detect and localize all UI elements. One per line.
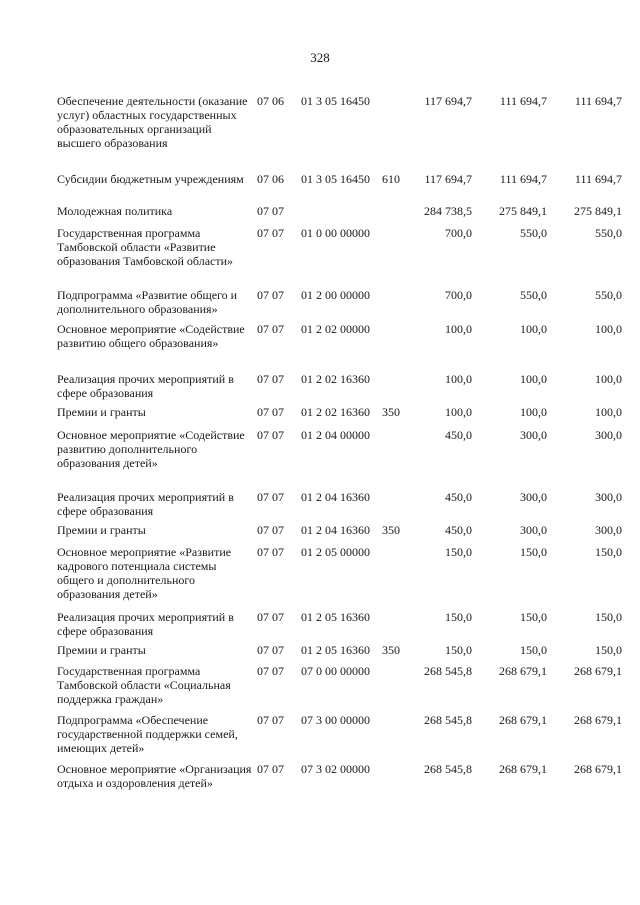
row-value-3: 111 694,7	[574, 172, 622, 186]
row-name: Подпрограмма «Развитие общего и дополнительного образования»	[57, 288, 238, 316]
row-value-2: 100,0	[520, 322, 547, 336]
row-value-3: 550,0	[595, 226, 622, 240]
row-expense-type: 350	[382, 405, 400, 419]
row-value-3: 300,0	[595, 523, 622, 537]
row-target-article: 01 2 00 00000	[301, 288, 370, 302]
row-name: Государственная программа Тамбовской области «Социальная поддержка граждан»	[57, 664, 231, 706]
row-value-3: 268 679,1	[574, 664, 622, 678]
row-name: Премии и гранты	[57, 405, 146, 419]
row-value-2: 275 849,1	[499, 204, 547, 218]
row-target-article: 07 3 02 00000	[301, 762, 370, 776]
row-value-2: 268 679,1	[499, 664, 547, 678]
row-section: 07 06	[257, 94, 284, 108]
row-section: 07 07	[257, 713, 284, 727]
row-section: 07 07	[257, 762, 284, 776]
row-value-1: 100,0	[445, 405, 472, 419]
row-section: 07 07	[257, 490, 284, 504]
row-value-3: 111 694,7	[574, 94, 622, 108]
row-value-3: 150,0	[595, 610, 622, 624]
row-name: Реализация прочих мероприятий в сфере образования	[57, 490, 234, 518]
row-name: Основное мероприятие «Развитие кадрового потенциала системы общего и дополнительного образования детей»	[57, 545, 232, 601]
row-section: 07 07	[257, 610, 284, 624]
row-name: Основное мероприятие «Организация отдыха и оздоровления детей»	[57, 762, 252, 790]
row-value-3: 300,0	[595, 490, 622, 504]
row-expense-type: 610	[382, 172, 400, 186]
row-target-article: 01 2 04 00000	[301, 428, 370, 442]
row-value-3: 268 679,1	[574, 713, 622, 727]
row-section: 07 07	[257, 664, 284, 678]
row-value-2: 100,0	[520, 372, 547, 386]
row-value-1: 100,0	[445, 322, 472, 336]
row-name: Реализация прочих мероприятий в сфере образования	[57, 610, 234, 638]
row-value-1: 450,0	[445, 428, 472, 442]
row-target-article: 01 3 05 16450	[301, 172, 370, 186]
row-name: Молодежная политика	[57, 204, 173, 218]
row-target-article: 01 2 05 16360	[301, 610, 370, 624]
row-value-3: 550,0	[595, 288, 622, 302]
row-value-2: 100,0	[520, 405, 547, 419]
row-target-article: 01 2 02 16360	[301, 405, 370, 419]
row-value-1: 268 545,8	[424, 664, 472, 678]
row-name: Основное мероприятие «Содействие развитию дополнительного образования детей»	[57, 428, 245, 470]
row-value-2: 268 679,1	[499, 713, 547, 727]
row-name: Обеспечение деятельности (оказание услуг) областных государственных образовательных организаций высшего образования	[57, 94, 248, 150]
row-target-article: 01 2 04 16360	[301, 523, 370, 537]
row-value-1: 700,0	[445, 226, 472, 240]
row-section: 07 07	[257, 372, 284, 386]
row-section: 07 07	[257, 405, 284, 419]
row-expense-type: 350	[382, 643, 400, 657]
row-value-1: 150,0	[445, 643, 472, 657]
row-value-2: 300,0	[520, 523, 547, 537]
row-value-1: 117 694,7	[424, 172, 472, 186]
row-name: Субсидии бюджетным учреждениям	[57, 172, 244, 186]
row-section: 07 06	[257, 172, 284, 186]
row-value-1: 117 694,7	[424, 94, 472, 108]
row-value-1: 450,0	[445, 523, 472, 537]
row-target-article: 07 3 00 00000	[301, 713, 370, 727]
page-number: 328	[310, 50, 330, 65]
row-value-2: 150,0	[520, 545, 547, 559]
row-value-2: 300,0	[520, 490, 547, 504]
row-section: 07 07	[257, 545, 284, 559]
row-target-article: 01 2 02 16360	[301, 372, 370, 386]
row-name: Основное мероприятие «Содействие развитию общего образования»	[57, 322, 245, 350]
row-expense-type: 350	[382, 523, 400, 537]
row-target-article: 01 3 05 16450	[301, 94, 370, 108]
row-section: 07 07	[257, 523, 284, 537]
row-value-3: 100,0	[595, 372, 622, 386]
row-value-2: 111 694,7	[499, 94, 547, 108]
row-section: 07 07	[257, 204, 284, 218]
row-name: Реализация прочих мероприятий в сфере образования	[57, 372, 234, 400]
row-name: Премии и гранты	[57, 523, 146, 537]
row-value-1: 450,0	[445, 490, 472, 504]
row-value-3: 300,0	[595, 428, 622, 442]
row-value-1: 284 738,5	[424, 204, 472, 218]
row-target-article: 01 2 05 00000	[301, 545, 370, 559]
row-target-article: 07 0 00 00000	[301, 664, 370, 678]
row-value-1: 150,0	[445, 610, 472, 624]
row-value-1: 700,0	[445, 288, 472, 302]
row-value-2: 111 694,7	[499, 172, 547, 186]
row-name: Государственная программа Тамбовской области «Развитие образования Тамбовской области»	[57, 226, 234, 268]
row-target-article: 01 0 00 00000	[301, 226, 370, 240]
row-value-3: 268 679,1	[574, 762, 622, 776]
row-value-2: 150,0	[520, 643, 547, 657]
row-value-1: 100,0	[445, 372, 472, 386]
row-target-article: 01 2 04 16360	[301, 490, 370, 504]
row-value-3: 150,0	[595, 545, 622, 559]
row-value-3: 150,0	[595, 643, 622, 657]
row-section: 07 07	[257, 428, 284, 442]
row-name: Подпрограмма «Обеспечение государственной поддержки семей, имеющих детей»	[57, 713, 238, 755]
row-value-2: 268 679,1	[499, 762, 547, 776]
row-target-article: 01 2 02 00000	[301, 322, 370, 336]
row-section: 07 07	[257, 643, 284, 657]
row-value-1: 268 545,8	[424, 762, 472, 776]
row-value-3: 275 849,1	[574, 204, 622, 218]
row-value-2: 550,0	[520, 226, 547, 240]
row-value-3: 100,0	[595, 405, 622, 419]
row-section: 07 07	[257, 288, 284, 302]
row-value-1: 268 545,8	[424, 713, 472, 727]
row-value-2: 300,0	[520, 428, 547, 442]
row-value-2: 150,0	[520, 610, 547, 624]
row-value-3: 100,0	[595, 322, 622, 336]
row-section: 07 07	[257, 322, 284, 336]
row-section: 07 07	[257, 226, 284, 240]
row-value-2: 550,0	[520, 288, 547, 302]
row-name: Премии и гранты	[57, 643, 146, 657]
row-value-1: 150,0	[445, 545, 472, 559]
row-target-article: 01 2 05 16360	[301, 643, 370, 657]
